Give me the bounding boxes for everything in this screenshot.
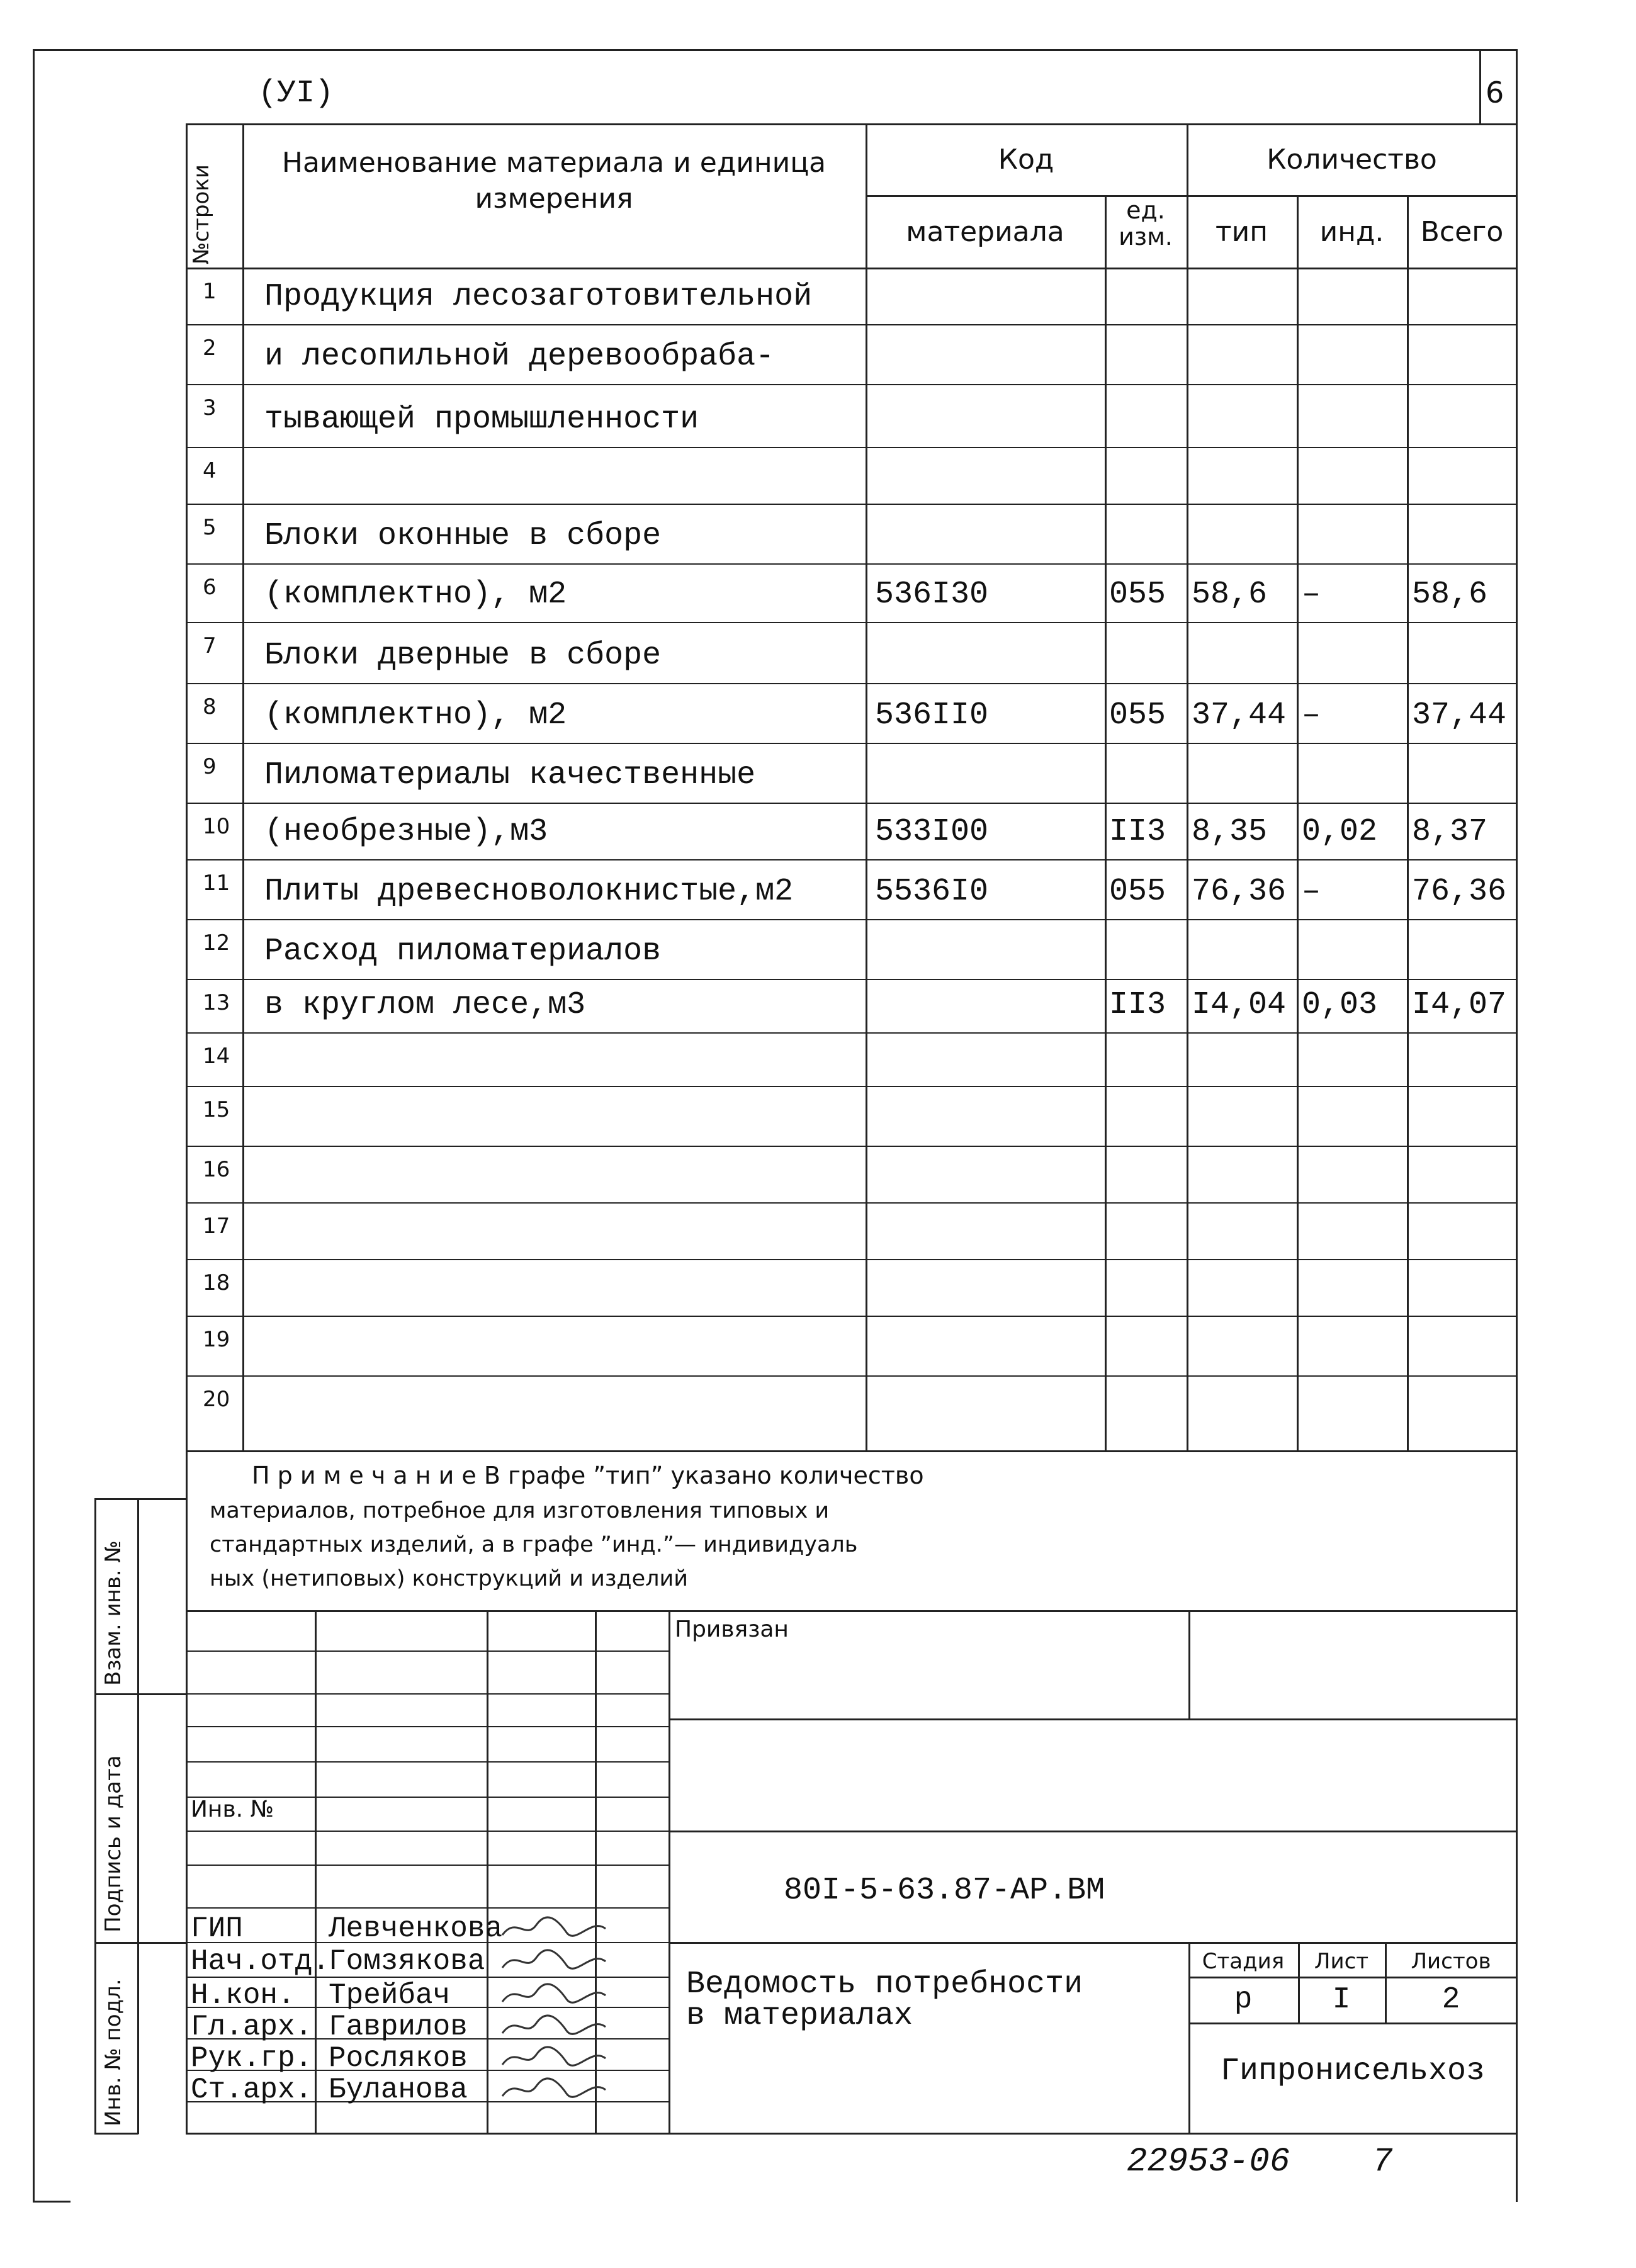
col-line-unit [1187,123,1188,1452]
header-mid-line [866,195,1517,197]
row-unit: II3 [1109,987,1166,1023]
row-total: I4,07 [1412,987,1507,1023]
signature-role: Гл.арх. [191,2011,313,2043]
stage-value: р [1234,1983,1253,2017]
row-number: 15 [203,1097,230,1122]
note-line-2: материалов, потребное для изготовления типовых и [210,1498,830,1523]
tb-right-div-3 [669,1942,1517,1944]
side-label-vzam: Взам. инв. № [101,1540,126,1686]
handwritten-signature [497,1944,611,1980]
tb-inv-no: Инв. № [191,1797,274,1822]
side-strip-bottom [94,2133,138,2135]
footer-number: 7 [1372,2143,1393,2181]
row-divider [186,979,1517,980]
row-number: 8 [203,694,217,719]
row-divider [186,1146,1517,1147]
signature-role: ГИП [191,1912,243,1945]
row-number: 12 [203,930,230,956]
row-material-name: (необрезные),м3 [264,814,548,850]
row-ind: 0,03 [1302,987,1378,1023]
tb-row-divider [186,1865,670,1866]
doc-title-line-1: Ведомость потребности [686,1966,1083,2002]
row-number: 3 [203,395,217,420]
tb-row-divider [186,1761,670,1763]
tb-row-divider [186,1693,670,1695]
note-line-1: П р и м е ч а н и е В графе ”тип” указано количество [252,1462,924,1489]
row-unit: 055 [1109,874,1166,910]
header-quantity: Количество [1266,144,1437,176]
row-number: 20 [203,1387,230,1412]
row-typ: 37,44 [1192,697,1287,733]
row-divider [186,1202,1517,1204]
doc-title-line-2: в материалах [686,1998,913,2034]
tb-row-divider [186,1831,670,1832]
row-material-name: Пиломатериалы качественные [264,757,756,793]
tb-col-1 [315,1610,317,2133]
sheet-value: I [1332,1983,1351,2017]
sheets-value: 2 [1441,1983,1460,2017]
row-divider [186,1259,1517,1260]
side-strip-div-2 [94,1942,188,1944]
signature-name: Гаврилов [329,2011,468,2043]
row-number: 10 [203,814,230,839]
col-line-left [186,123,188,1798]
row-typ: 58,6 [1192,577,1268,612]
note-line-4: ных (нетиповых) конструкций и изделий [210,1566,689,1591]
sheets-label: Листов [1411,1949,1491,1974]
col-line-num [242,123,244,1452]
tb-privyazan-split [1188,1610,1190,1718]
tb-col-4 [669,1610,670,2133]
header-qty-total: Всего [1420,216,1504,248]
side-strip-top [94,1498,188,1500]
stage-label: Стадия [1202,1949,1285,1974]
header-row-number: №строки [189,164,214,264]
sheet-label: Лист [1314,1949,1369,1974]
col-line-name [866,123,867,1452]
row-number: 13 [203,990,230,1015]
row-divider [186,1032,1517,1034]
signature-name: Буланова [329,2073,468,2106]
col-line-right [1516,123,1518,1798]
row-code: 536I30 [875,577,989,612]
row-unit: II3 [1109,814,1166,850]
side-strip-right [137,1498,139,2134]
tb-stage-bottom [1188,2023,1517,2024]
signature-role: Нач.отд. [191,1945,330,1978]
note-line-3: стандартных изделий, а в графе ”инд.”— индивидуаль [210,1532,858,1557]
header-qty-type: тип [1216,216,1268,248]
handwritten-signature [497,2041,611,2077]
row-typ: 8,35 [1192,814,1268,850]
tb-row-divider [186,1907,670,1909]
row-unit: 055 [1109,577,1166,612]
row-total: 37,44 [1412,697,1507,733]
row-divider [186,384,1517,385]
tb-col-2 [487,1610,488,2133]
page-number-divider [1479,49,1481,125]
row-divider [186,743,1517,744]
row-code: 533I00 [875,814,989,850]
signature-name: Гомзякова [329,1945,485,1978]
row-number: 6 [203,575,217,600]
row-material-name: Блоки дверные в сборе [264,638,662,674]
handwritten-signature [497,2009,611,2045]
row-divider [186,622,1517,623]
row-total: 8,37 [1412,814,1488,850]
handwritten-signature [497,1911,611,1947]
table-bottom-line [186,1450,1517,1452]
tb-right-div-1 [669,1718,1517,1720]
header-bottom-line [186,268,1517,269]
tb-row-divider [186,1650,670,1652]
header-code-unit: ед. изм. [1119,196,1173,251]
row-divider [186,1086,1517,1087]
tb-bottom [186,2133,1517,2135]
handwritten-signature [497,2072,611,2108]
row-material-name: (комплектно), м2 [264,697,567,733]
signature-name: Росляков [329,2042,468,2075]
row-ind: – [1302,697,1321,733]
row-number: 19 [203,1327,230,1352]
side-label-inv-podl: Инв. № подл. [101,1978,126,2126]
row-number: 11 [203,871,230,896]
row-code: 5536I0 [875,874,989,910]
row-total: 58,6 [1412,577,1488,612]
row-material-name: (комплектно), м2 [264,577,567,612]
tb-left [186,1610,188,2133]
tb-top [186,1610,1517,1612]
frame-left-line [33,49,35,2202]
row-material-name: Блоки оконные в сборе [264,518,662,554]
row-divider [186,324,1517,325]
signature-role: Ст.арх. [191,2073,313,2106]
row-divider [186,803,1517,804]
row-number: 18 [203,1270,230,1295]
row-total: 76,36 [1412,874,1507,910]
row-divider [186,504,1517,505]
sheet-corner-label: (УI) [258,76,334,111]
row-divider [186,447,1517,448]
header-name: Наименование материала и единица измерения [281,147,826,215]
frame-top-line [33,49,1517,51]
side-label-podpis: Подпись и дата [101,1755,126,1932]
row-divider [186,1316,1517,1317]
signature-name: Левченкова [329,1912,503,1945]
row-number: 16 [203,1157,230,1182]
tb-stage-mid [1188,1977,1517,1978]
organization: Гипронисельхоз [1220,2053,1486,2089]
row-number: 2 [203,336,217,361]
tb-privyazan: Привязан [675,1616,789,1642]
row-ind: 0,02 [1302,814,1378,850]
tb-row-divider [186,1726,670,1727]
row-material-name: Расход пиломатериалов [264,934,662,969]
row-number: 5 [203,515,217,540]
row-typ: 76,36 [1192,874,1287,910]
row-material-name: тывающей промышленности [264,402,699,437]
tb-right-div-2 [669,1831,1517,1832]
doc-code: 80I-5-63.87-АР.ВМ [784,1873,1105,1909]
row-typ: I4,04 [1192,987,1287,1023]
row-divider [186,1375,1517,1377]
row-number: 7 [203,633,217,658]
row-divider [186,919,1517,920]
signature-role: Рук.гр. [191,2042,313,2075]
row-divider [186,563,1517,565]
signature-name: Трейбач [329,1979,451,2012]
row-unit: 055 [1109,697,1166,733]
row-divider [186,683,1517,684]
header-code-material: материала [906,216,1064,248]
row-number: 14 [203,1044,230,1069]
row-material-name: и лесопильной деревообраба- [264,339,775,375]
page-number: 6 [1486,76,1504,110]
header-qty-ind: инд. [1319,216,1384,248]
row-divider [186,859,1517,860]
row-number: 1 [203,279,217,304]
row-number: 9 [203,754,217,779]
row-ind: – [1302,874,1321,910]
footer-stamp: 22953-06 [1127,2143,1290,2181]
table-top-line [186,123,1517,125]
frame-bottom-stub [33,2201,71,2203]
side-strip-left [94,1498,96,2134]
row-material-name: Продукция лесозаготовительной [264,279,813,315]
row-number: 4 [203,458,217,483]
row-number: 17 [203,1214,230,1239]
row-material-name: Плиты древесноволокнистые,м2 [264,874,794,910]
row-code: 536II0 [875,697,989,733]
row-ind: – [1302,577,1321,612]
handwritten-signature [497,1978,611,2014]
signature-role: Н.кон. [191,1979,295,2012]
side-strip-div-1 [94,1693,188,1695]
row-material-name: в круглом лесе,м3 [264,987,586,1023]
header-code: Код [998,144,1054,176]
